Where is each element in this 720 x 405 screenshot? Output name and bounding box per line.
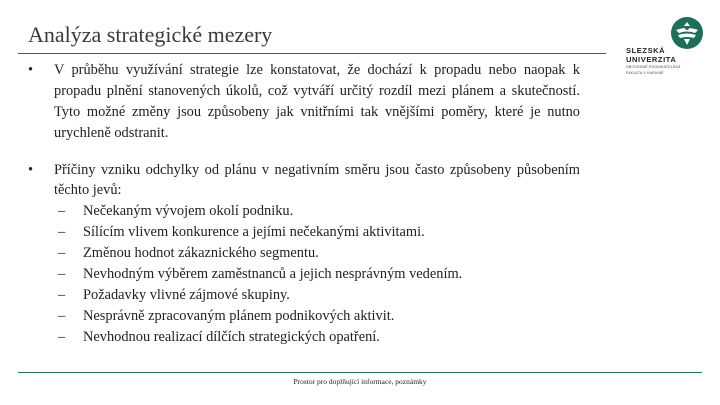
title-divider: [18, 53, 606, 54]
bullet-item: [28, 160, 580, 202]
sub-item: [58, 306, 580, 327]
sub-item-text: Nevhodným výběrem zaměstnanců a jejich nesprávným vedením.: [83, 265, 463, 282]
logo-line-2: UNIVERZITA: [626, 55, 677, 64]
bullet-text: Příčiny vzniku odchylky od plánu v negativním směru jsou často způsobeny působením těchto jevů:: [54, 161, 580, 199]
sub-item-text: Nevhodnou realizací dílčích strategických opatření.: [83, 328, 380, 345]
logo-text: [626, 46, 681, 75]
bullet-dot: •: [28, 62, 34, 78]
bullet-item: [28, 60, 580, 144]
logo-line-4: FAKULTA V KARVINÉ: [626, 70, 664, 75]
sub-item: [58, 264, 580, 285]
sub-item: [58, 327, 580, 348]
sub-dash: –: [58, 286, 66, 303]
sub-item: [58, 285, 580, 306]
sub-item-text: Nesprávně zpracovaným plánem podnikových aktivit.: [83, 307, 395, 324]
sub-item: [58, 243, 580, 264]
sub-dash: –: [58, 245, 66, 261]
sub-dash: –: [58, 203, 66, 220]
bullet-dot: •: [28, 161, 34, 178]
sub-item: [58, 201, 580, 222]
sub-item-text: Nečekaným vývojem okolí podniku.: [83, 203, 294, 220]
slide-title: Analýza strategické mezery: [28, 22, 273, 47]
sub-dash: –: [58, 265, 66, 282]
logo-line-1: SLEZSKÁ: [626, 46, 666, 55]
footer-divider: [18, 372, 702, 373]
sub-list: [28, 201, 580, 347]
sub-item-text: Změnou hodnot zákaznického segmentu.: [83, 245, 319, 261]
footer-note: Prostor pro doplňující informace, poznámky: [293, 377, 427, 386]
sub-item-text: Požadavky vlivné zájmové skupiny.: [83, 286, 290, 303]
sub-item-text: Sílícím vlivem konkurence a jejími nečekanými aktivitami.: [83, 224, 425, 241]
sub-dash: –: [58, 328, 66, 345]
sub-item: [58, 222, 580, 243]
sub-dash: –: [58, 224, 66, 241]
sub-dash: –: [58, 307, 66, 324]
slide-body: [28, 60, 580, 347]
logo-line-3: OBCHODNĚ PODNIKATELSKÁ: [626, 65, 681, 69]
bullet-text: V průběhu využívání strategie lze konstatovat, že dochází k propadu nebo naopak k propadu plnění stanovených úkolů, což vytváří určitý rozdíl mezi plánem a skutečností. Tyto možné změny jsou způsobeny jak vnitřními tak vnějšími poměry, které je nutno urychleně odstranit.: [54, 62, 580, 141]
